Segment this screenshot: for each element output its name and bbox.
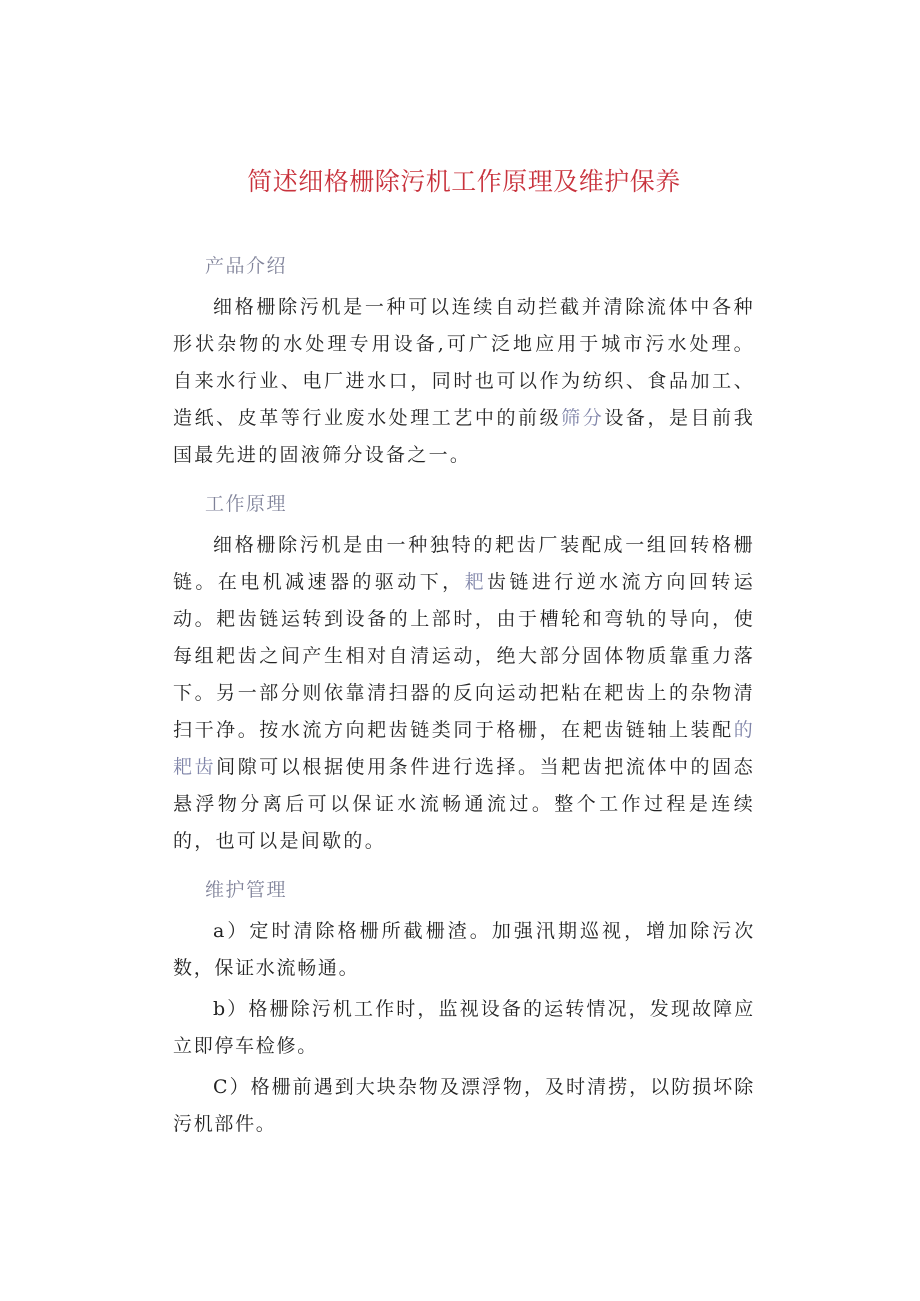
section-heading: 产品介绍 <box>205 255 288 277</box>
paragraph-text: 间隙可以根据使用条件进行选择。当耙齿把流体中的固态悬浮物分离后可以保证水流畅通流过。整个工作过程是连续的，也可以是间歇的。 <box>173 756 755 852</box>
section-heading: 维护管理 <box>205 879 288 901</box>
paragraph-text: a）定时清除格栅所截栅渣。加强汛期巡视，增加除污次数，保证水流畅通。 <box>173 920 755 979</box>
paragraph-text: 设备，是目前我国最先进的固液筛分设备之一。 <box>173 407 755 466</box>
inline-link[interactable]: 耙 <box>464 571 487 593</box>
body-paragraph <box>173 913 755 987</box>
body-paragraph <box>173 991 755 1065</box>
body-paragraph <box>173 289 755 474</box>
paragraph-text: 齿链进行逆水流方向回转运动。耙齿链运转到设备的上部时，由于槽轮和弯轨的导向，使每组耙齿之间产生相对自清运动，绝大部分固体物质靠重力落下。另一部分则依靠清扫器的反向运动把粘在耙齿上的杂物清扫干净。按水流方向耙齿链类同于格栅，在耙齿链轴上装配 <box>173 571 755 741</box>
body-paragraph <box>173 1069 755 1143</box>
section-heading: 工作原理 <box>205 493 288 515</box>
body-paragraph <box>173 527 755 860</box>
paragraph-text: C）格栅前遇到大块杂物及漂浮物，及时清捞，以防损坏除污机部件。 <box>173 1076 755 1135</box>
document-title: 简述细格栅除污机工作原理及维护保养 <box>247 167 681 196</box>
paragraph-text: b）格栅除污机工作时，监视设备的运转情况，发现故障应立即停车检修。 <box>173 998 755 1057</box>
paragraph-text: 细格栅除污机是一种可以连续自动拦截并清除流体中各种形状杂物的水处理专用设备,可广泛地应用于城市污水处理。自来水行业、电厂进水口，同时也可以作为纺织、食品加工、造纸、皮革等行业废水处理工艺中的前级 <box>173 296 755 429</box>
document-body <box>173 248 755 1143</box>
inline-link[interactable]: 筛分 <box>561 407 605 429</box>
document-page <box>173 160 755 1143</box>
inline-link[interactable]: 的耙齿 <box>173 719 755 778</box>
paragraph-text: 细格栅除污机是由一种独特的耙齿厂装配成一组回转格栅链。在电机减速器的驱动下， <box>173 534 755 593</box>
